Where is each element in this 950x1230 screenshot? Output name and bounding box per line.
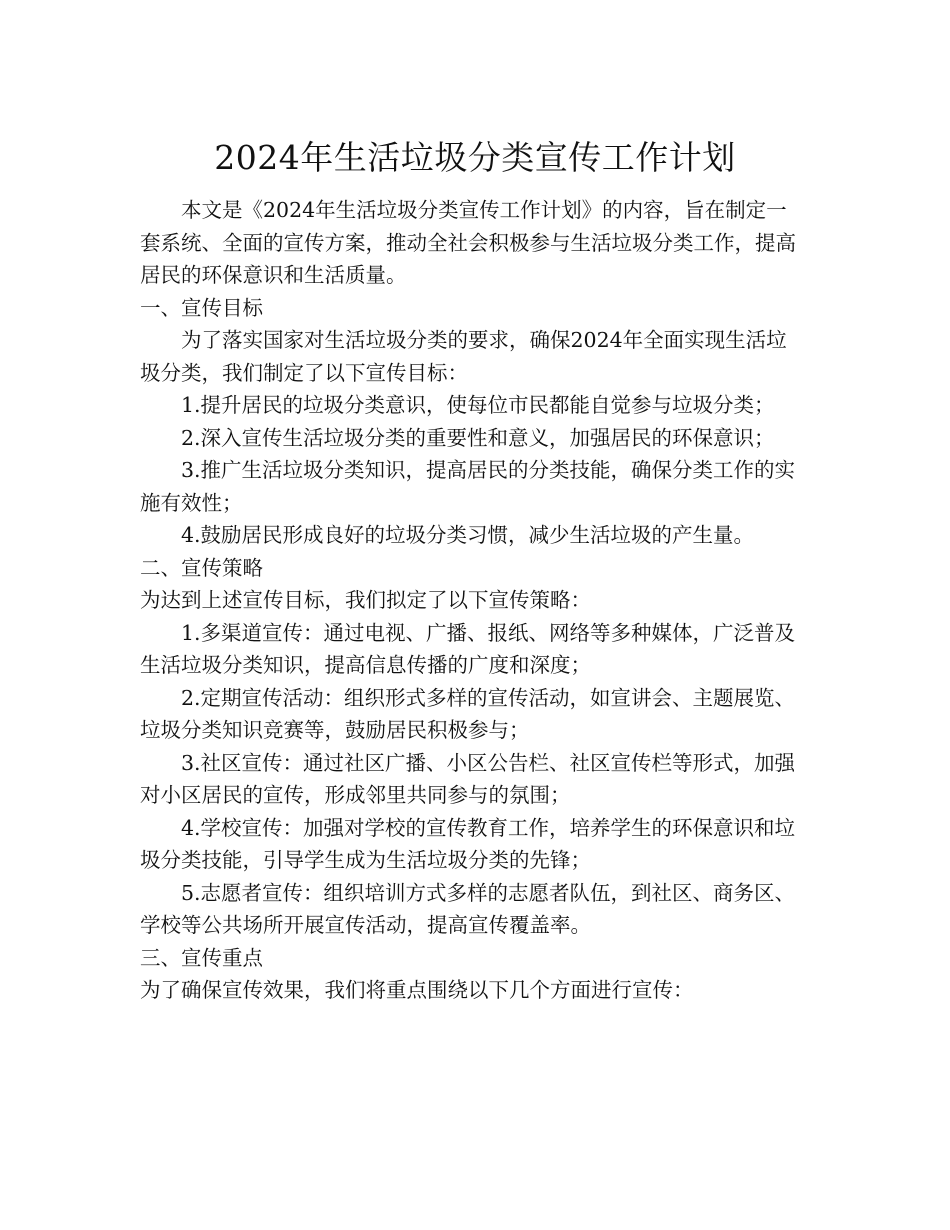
strategy-item: 4.学校宣传：加强对学校的宣传教育工作，培养学生的环保意识和垃圾分类技能，引导学生成为生活垃圾分类的先锋；	[140, 815, 796, 872]
document-title: 2024年生活垃圾分类宣传工作计划	[214, 138, 736, 177]
section-heading-goals: 一、宣传目标	[140, 295, 263, 320]
section-heading-strategy: 二、宣传策略	[140, 555, 263, 580]
goal-item: 2.深入宣传生活垃圾分类的重要性和意义，加强居民的环保意识；	[181, 425, 775, 450]
strategy-item: 1.多渠道宣传：通过电视、广播、报纸、网络等多种媒体，广泛普及生活垃圾分类知识，提高信息传播的广度和深度；	[140, 620, 796, 677]
goals-lead-paragraph: 为了落实国家对生活垃圾分类的要求，确保2024年全面实现生活垃圾分类，我们制定了以下宣传目标：	[140, 328, 787, 385]
strategy-lead-paragraph: 为达到上述宣传目标，我们拟定了以下宣传策略：	[140, 588, 591, 612]
strategy-item: 3.社区宣传：通过社区广播、小区公告栏、社区宣传栏等形式，加强对小区居民的宣传，形成邻里共同参与的氛围；	[140, 750, 796, 807]
goal-item: 3.推广生活垃圾分类知识，提高居民的分类技能，确保分类工作的实施有效性；	[140, 458, 796, 515]
document-body	[140, 194, 802, 1007]
strategy-item: 5.志愿者宣传：组织培训方式多样的志愿者队伍，到社区、商务区、学校等公共场所开展宣传活动，提高宣传覆盖率。	[140, 880, 796, 937]
strategy-item: 2.定期宣传活动：组织形式多样的宣传活动，如宣讲会、主题展览、垃圾分类知识竞赛等，鼓励居民积极参与；	[140, 685, 796, 742]
goal-item: 1.提升居民的垃圾分类意识，使每位市民都能自觉参与垃圾分类；	[181, 393, 775, 417]
intro-paragraph: 本文是《2024年生活垃圾分类宣传工作计划》的内容，旨在制定一套系统、全面的宣传方案，推动全社会积极参与生活垃圾分类工作，提高居民的环保意识和生活质量。	[140, 198, 796, 287]
section-heading-focus: 三、宣传重点	[140, 945, 263, 970]
focus-lead-paragraph: 为了确保宣传效果，我们将重点围绕以下几个方面进行宣传：	[140, 978, 694, 1002]
goal-item: 4.鼓励居民形成良好的垃圾分类习惯，减少生活垃圾的产生量。	[181, 523, 755, 547]
